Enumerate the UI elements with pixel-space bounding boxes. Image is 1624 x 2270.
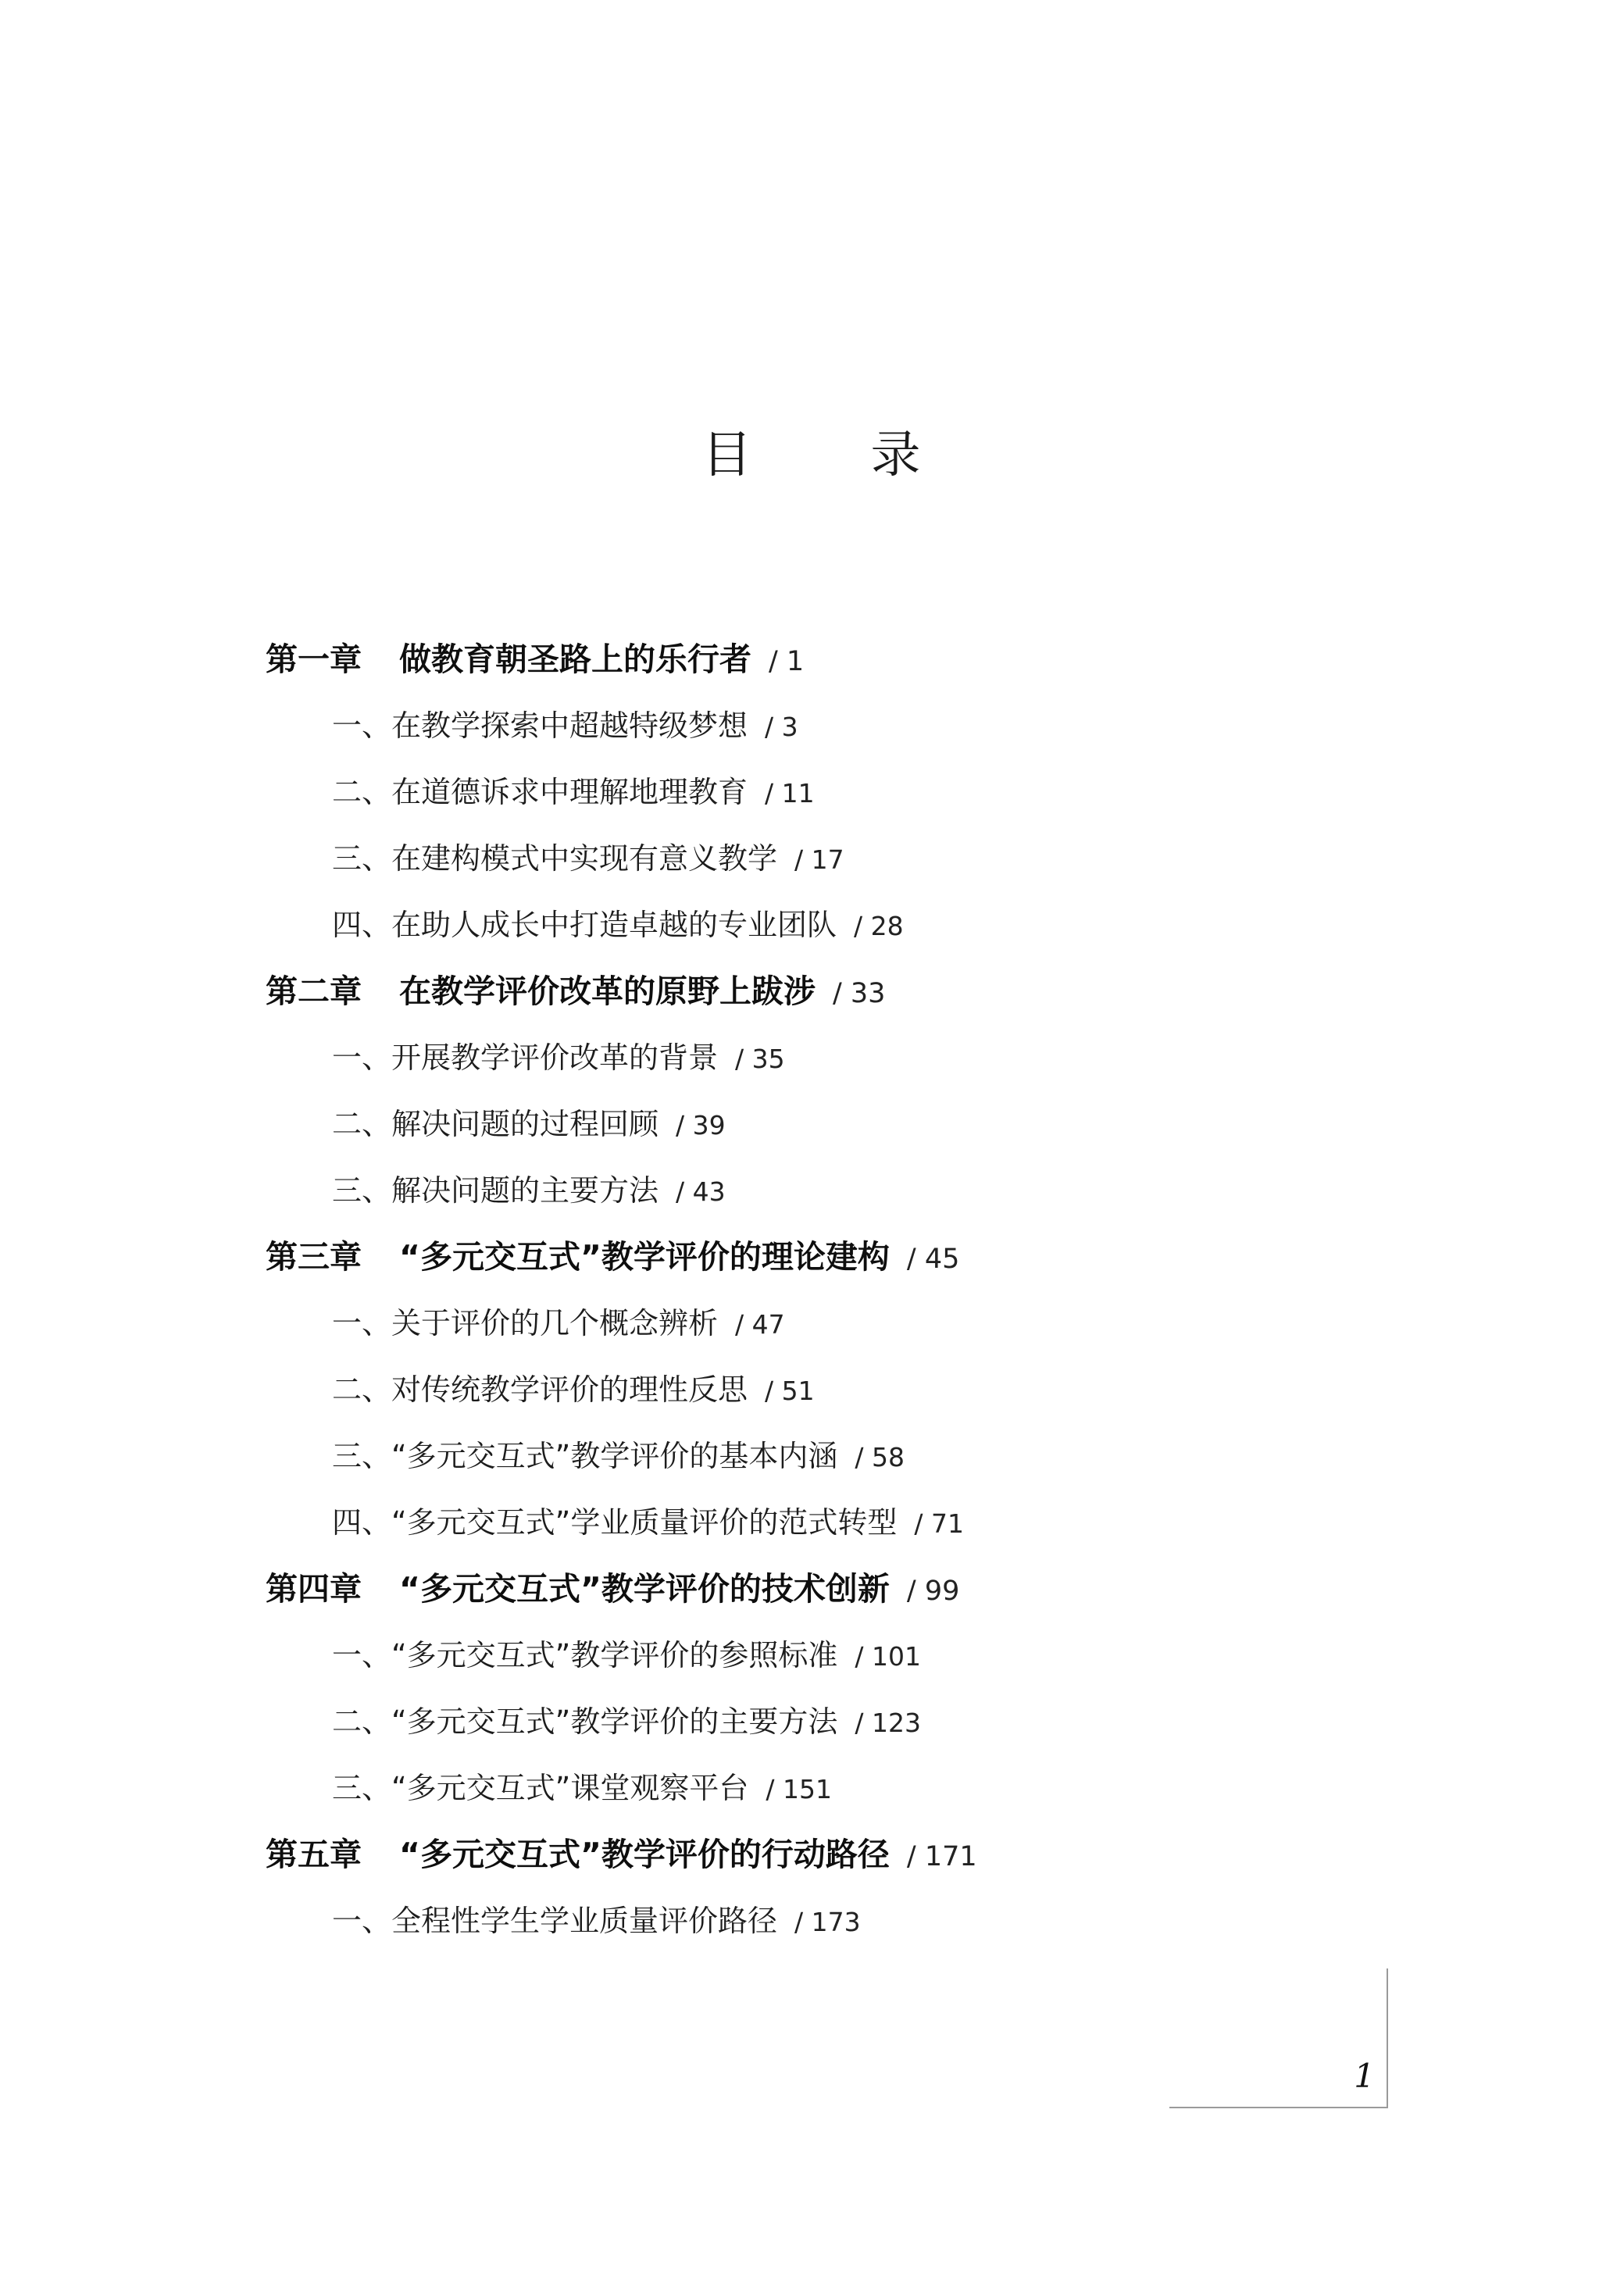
section-title: 一、全程性学生学业质量评价路径 [332,1904,778,1938]
page-ref: / 123 [855,1708,921,1738]
section-title: 四、“多元交互式”学业质量评价的范式转型 [332,1505,898,1540]
title-char-2: 录 [870,427,923,484]
chapter-label: 第四章 [266,1570,362,1608]
section-title: 一、“多元交互式”教学评价的参照标准 [332,1638,838,1672]
page-corner-rule-horizontal [1169,2107,1388,2108]
section-title: 一、关于评价的几个概念辨析 [332,1306,719,1340]
page-corner-rule-vertical [1387,1968,1388,2108]
toc-chapter-2[interactable] [266,968,885,1015]
toc-section[interactable] [332,1698,921,1745]
toc-section[interactable] [332,702,798,749]
section-title: 三、“多元交互式”课堂观察平台 [332,1771,749,1805]
toc-section[interactable] [332,1499,964,1546]
section-title: 二、“多元交互式”教学评价的主要方法 [332,1704,838,1739]
toc-chapter-4[interactable] [266,1565,959,1612]
chapter-label: 第二章 [266,973,362,1010]
section-title: 二、在道德诉求中理解地理教育 [332,775,748,809]
page-number: 1 [1354,2057,1375,2095]
page-ref: / 171 [906,1841,977,1872]
toc-section[interactable] [332,835,844,882]
toc-section[interactable] [332,1765,832,1811]
toc-section[interactable] [332,1300,785,1347]
section-title: 二、对传统教学评价的理性反思 [332,1372,748,1407]
page-ref: / 17 [794,844,844,875]
toc-section[interactable] [332,1897,861,1944]
page-ref: / 173 [794,1907,861,1937]
section-title: 四、在助人成长中打造卓越的专业团队 [332,908,837,942]
toc-section[interactable] [332,1034,785,1081]
chapter-title: “多元交互式”教学评价的理论建构 [399,1238,890,1276]
page-ref: / 3 [765,712,798,742]
section-title: 三、在建构模式中实现有意义教学 [332,841,778,876]
title-char-1: 目 [701,427,754,484]
page-ref: / 33 [833,978,886,1009]
section-title: 三、“多元交互式”教学评价的基本内涵 [332,1439,838,1473]
page-ref: / 35 [735,1044,785,1074]
toc-section[interactable] [332,1167,726,1214]
chapter-title: 做教育朝圣路上的乐行者 [399,641,751,678]
page-ref: / 51 [765,1376,815,1406]
page-ref: / 28 [854,911,904,941]
page-ref: / 58 [855,1442,905,1472]
page-ref: / 151 [766,1774,832,1804]
toc-section[interactable] [332,769,815,816]
page-ref: / 39 [676,1110,726,1140]
page-ref: / 1 [769,646,805,677]
chapter-title: “多元交互式”教学评价的行动路径 [399,1836,890,1873]
section-title: 三、解决问题的主要方法 [332,1173,659,1208]
chapter-label: 第三章 [266,1238,362,1276]
section-title: 一、开展教学评价改革的背景 [332,1040,719,1075]
toc-section[interactable] [332,1433,905,1479]
toc-chapter-3[interactable] [266,1233,959,1280]
chapter-title: “多元交互式”教学评价的技术创新 [399,1570,890,1608]
page-ref: / 101 [855,1641,921,1672]
chapter-label: 第五章 [266,1836,362,1873]
toc-chapter-1[interactable] [266,636,804,683]
page-ref: / 11 [765,778,815,808]
section-title: 一、在教学探索中超越特级梦想 [332,708,748,743]
section-title: 二、解决问题的过程回顾 [332,1107,659,1141]
page-ref: / 43 [676,1176,726,1207]
toc-chapter-5[interactable] [266,1831,977,1878]
chapter-label: 第一章 [266,641,362,678]
page-ref: / 71 [914,1508,964,1539]
toc-section[interactable] [332,1366,815,1413]
toc-section[interactable] [332,1101,726,1147]
toc-section[interactable] [332,901,904,948]
toc-section[interactable] [332,1632,921,1679]
page-ref: / 47 [735,1309,785,1340]
page-ref: / 99 [906,1576,960,1607]
page-ref: / 45 [906,1244,960,1275]
chapter-title: 在教学评价改革的原野上跋涉 [399,973,816,1010]
